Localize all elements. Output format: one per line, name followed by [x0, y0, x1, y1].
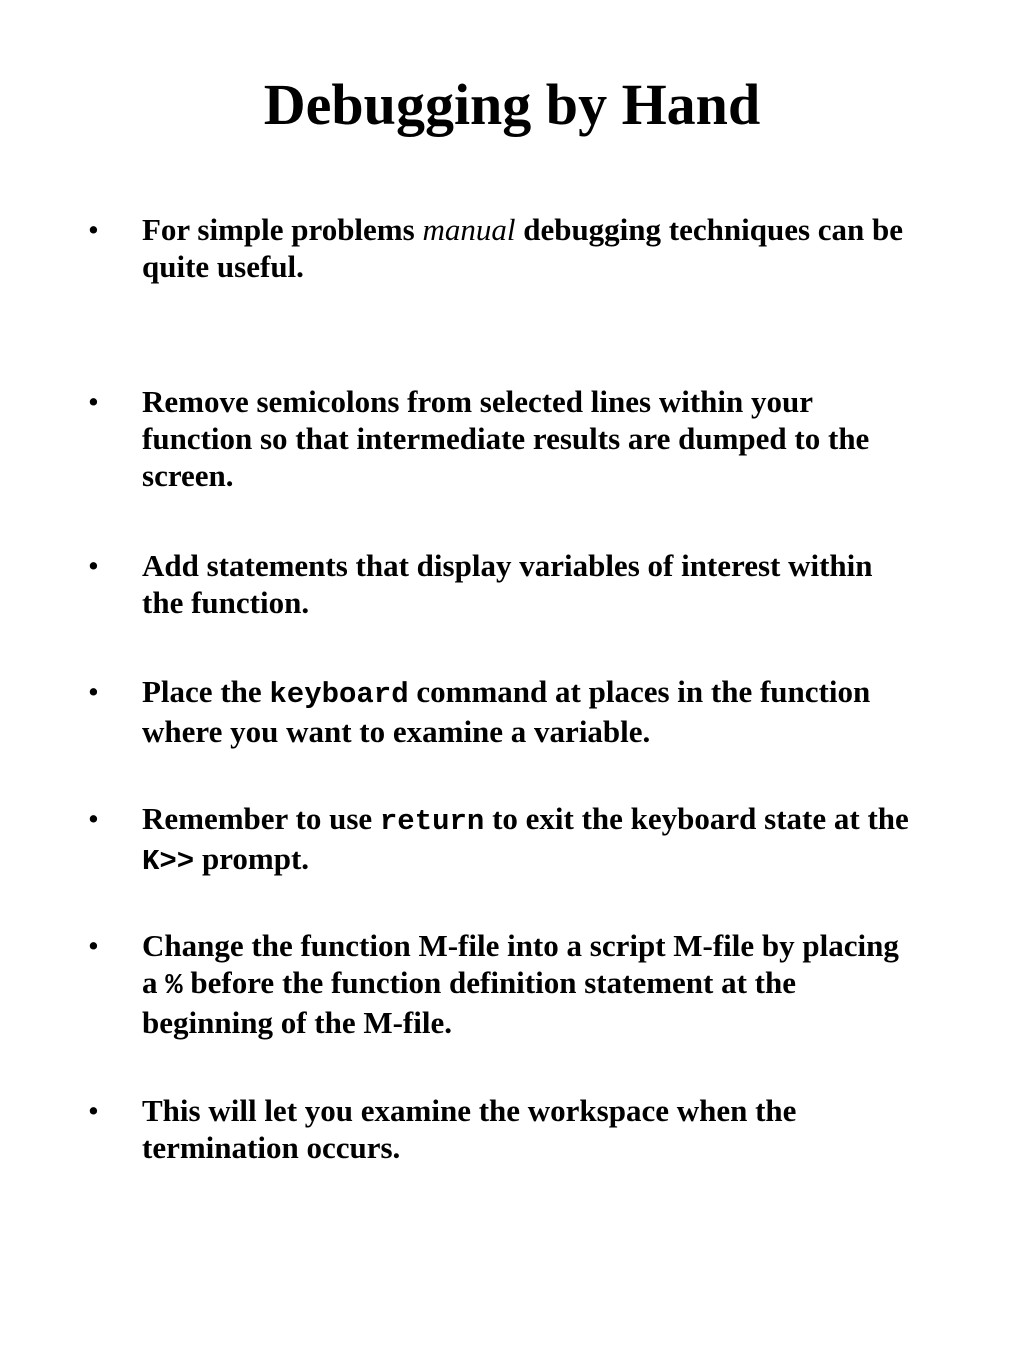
bullet-text: Add statements that display variables of interest within the function. — [142, 548, 873, 620]
bullet-item — [88, 383, 918, 494]
bullet-item — [88, 673, 918, 750]
bullet-text-part: command at places in the function where you want to examine a variable. — [142, 674, 871, 749]
bullet-text-part: debugging techniques can be quite useful. — [142, 212, 904, 284]
bullet-icon: • — [88, 212, 99, 247]
bullet-text-part: Remember to use — [142, 801, 380, 836]
bullet-text-part: For simple problems — [142, 212, 423, 247]
bullet-text — [142, 800, 918, 880]
code-text: K>> — [142, 845, 195, 878]
bullet-icon: • — [88, 928, 99, 963]
bullet-text-part: before the function definition statement at the beginning of the M-file. — [142, 965, 796, 1040]
slide-title: Debugging by Hand — [263, 72, 761, 137]
bullet-text — [142, 211, 918, 285]
bullet-item — [88, 927, 918, 1041]
bullet-text-part: Place the — [142, 674, 270, 709]
bullet-icon: • — [88, 548, 99, 583]
bullet-item — [88, 211, 918, 285]
bullet-item — [88, 547, 918, 621]
bullet-item — [88, 800, 918, 880]
bullet-icon: • — [88, 674, 99, 709]
bullet-item — [88, 1092, 918, 1166]
bullet-text-part: Change the function M-file into a script M-file by placing a — [142, 928, 899, 1000]
bullet-icon: • — [88, 384, 99, 419]
bullet-text-part: prompt. — [194, 841, 310, 876]
bullet-text: This will let you examine the workspace when the termination occurs. — [142, 1093, 797, 1165]
bullet-text — [142, 673, 918, 750]
code-text: % — [165, 969, 183, 1002]
bullet-icon: • — [88, 1093, 99, 1128]
emphasis-text: manual — [422, 212, 516, 247]
bullet-text-part: to exit the keyboard state at the — [484, 801, 909, 836]
bullet-icon: • — [88, 801, 99, 836]
code-text: keyboard — [269, 678, 409, 711]
bullet-text — [142, 927, 918, 1041]
code-text: return — [379, 805, 485, 838]
bullet-text: Remove semicolons from selected lines within your function so that intermediate results are dumped to the screen. — [142, 384, 870, 493]
